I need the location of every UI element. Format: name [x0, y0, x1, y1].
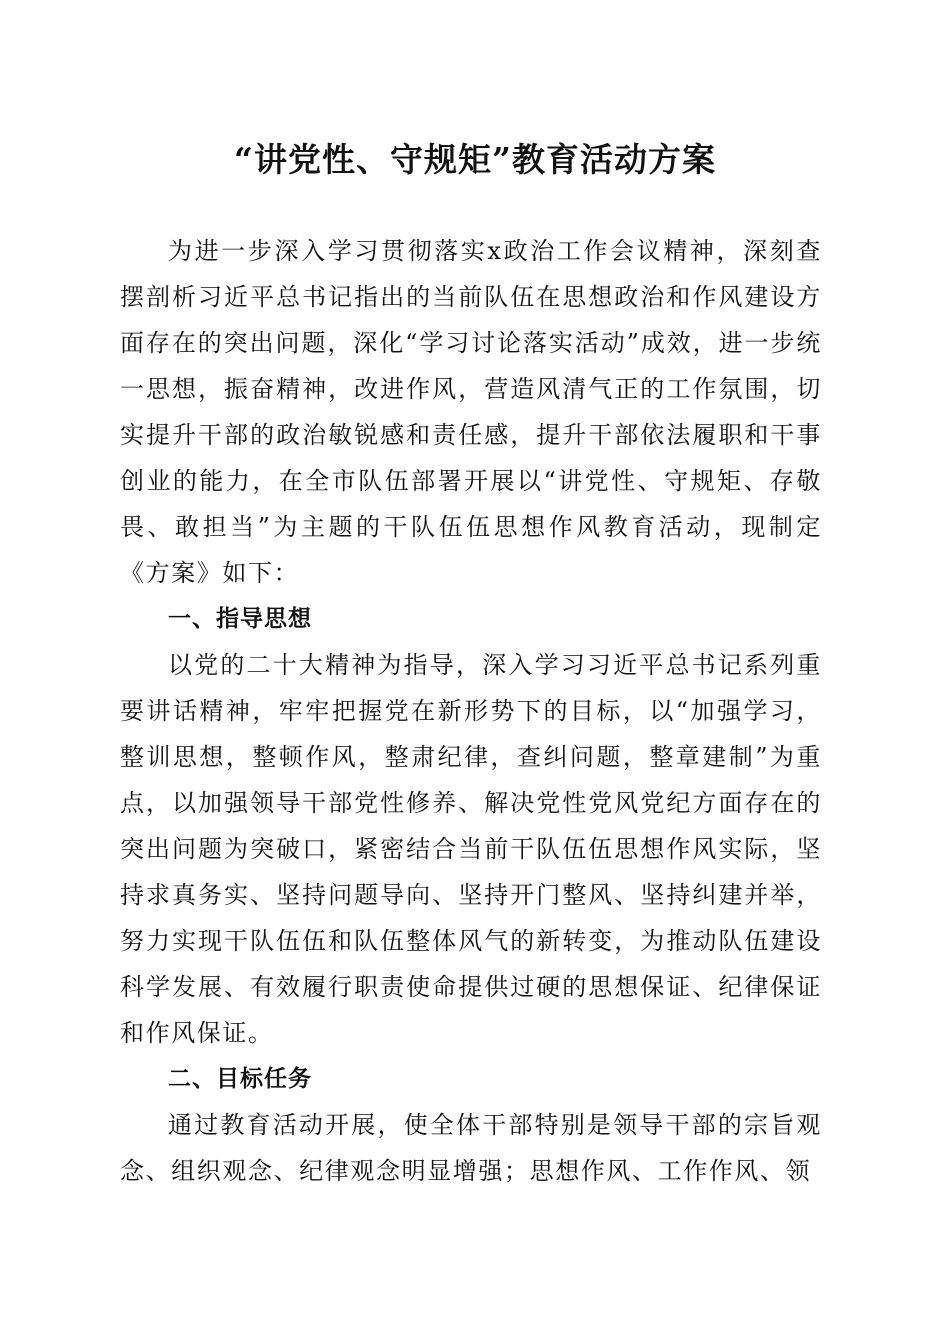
section-paragraph-guiding-ideology: 以党的二十大精神为指导，深入学习习近平总书记系列重要讲话精神，牢牢把握党在新形势下的目标，以“加强学习，整训思想，整顿作风，整肃纪律，查纠问题，整章建制”为重点，以加强领导干部党性修养、解决党性党风党纪方面存在的突出问题为突破口，紧密结合当前干队伍伍思想作风实际，坚持求真务实、坚持问题导向、坚持开门整风、坚持纠建并举，努力实现干队伍伍和队伍整体风气的新转变，为推动队伍建设科学发展、有效履行职责使命提供过硬的思想保证、纪律保证和作风保证。	[120, 651, 822, 1047]
section-heading-goals-tasks: 二、目标任务	[168, 1066, 312, 1092]
document-body	[120, 228, 822, 1194]
section-heading-guiding-ideology: 一、指导思想	[168, 606, 312, 632]
section-paragraph-goals-tasks: 通过教育活动开展，使全体干部特别是领导干部的宗旨观念、组织观念、纪律观念明显增强；思想作风、工作作风、领	[120, 1111, 822, 1185]
intro-paragraph: 为进一步深入学习贯彻落实x政治工作会议精神，深刻查摆剖析习近平总书记指出的当前队伍在思想政治和作风建设方面存在的突出问题，深化“学习讨论落实活动”成效，进一步统一思想，振奋精神，改进作风，营造风清气正的工作氛围，切实提升干部的政治敏锐感和责任感，提升干部依法履职和干事创业的能力，在全市队伍部署开展以“讲党性、守规矩、存敬畏、敢担当”为主题的干队伍伍思想作风教育活动，现制定《方案》如下：	[120, 237, 822, 587]
document-title: “讲党性、守规矩”教育活动方案	[234, 140, 716, 179]
